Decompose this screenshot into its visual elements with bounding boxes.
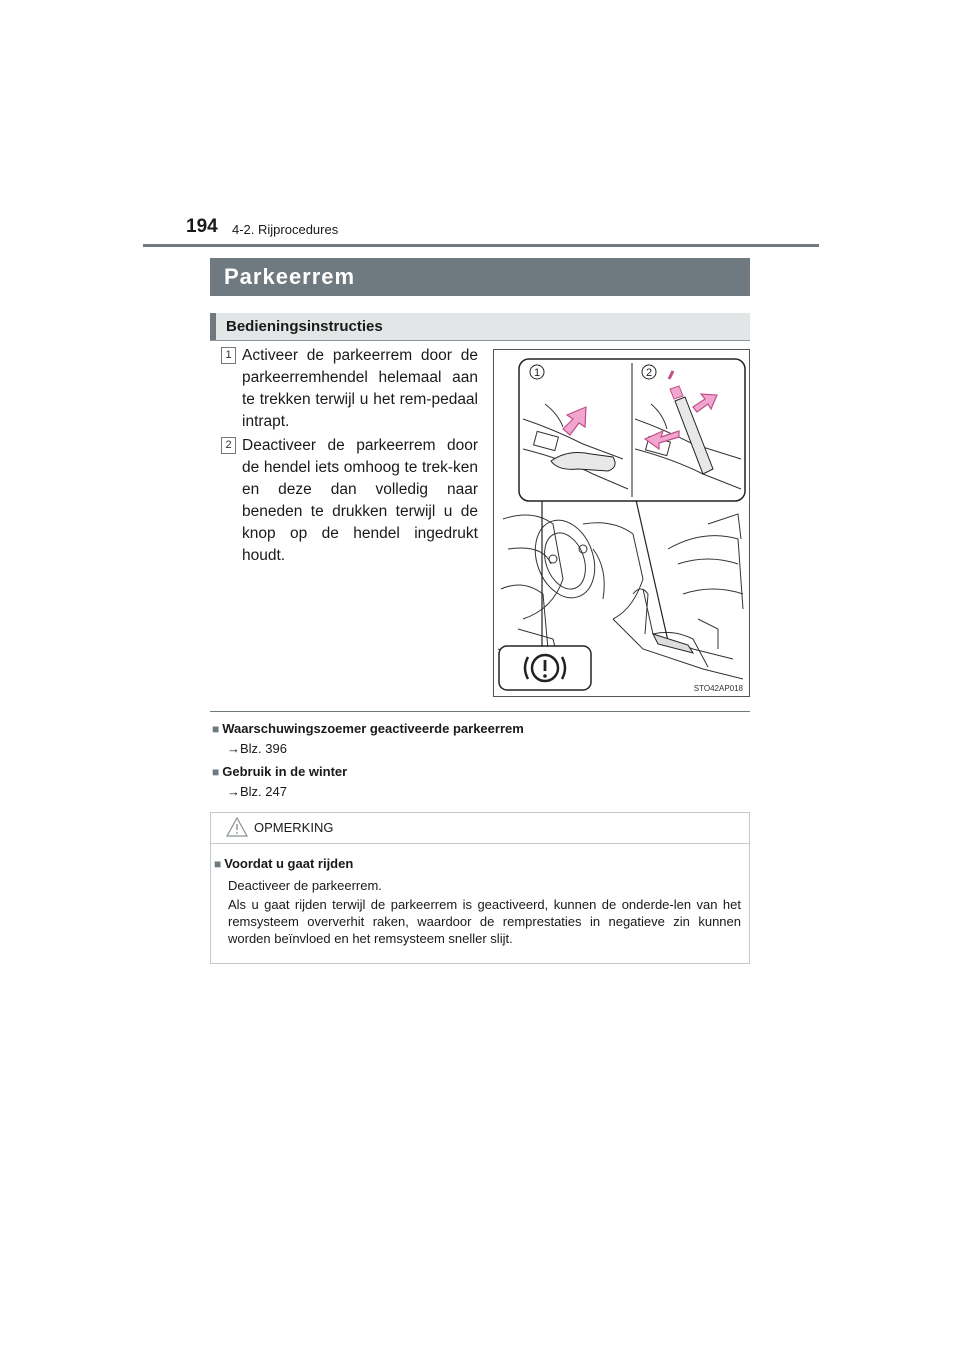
notice-paragraph: Als u gaat rijden terwijl de parkeerrem is geactiveerd, kunnen de onderde-len van het remsysteem oververhit raken, waardoor de remprestaties in negatieve zin kunnen worden beïnvloed en het remsysteem sneller slijt. xyxy=(228,897,741,946)
note-heading-winter xyxy=(212,764,347,779)
notice-header xyxy=(211,813,749,844)
figure-code: STO42AP018 xyxy=(693,684,743,693)
header-rule xyxy=(143,244,819,247)
notice-line: Deactiveer de parkeerrem. xyxy=(228,878,382,893)
section-subheading: Bedieningsinstructies xyxy=(210,313,750,340)
subheading-rule xyxy=(210,340,750,341)
square-bullet-icon: ■ xyxy=(214,857,222,871)
callout-2: 2 xyxy=(645,367,653,379)
callout-1: 1 xyxy=(533,367,541,379)
section-divider xyxy=(210,711,750,712)
notice-box xyxy=(210,812,750,964)
square-bullet-icon: ■ xyxy=(212,722,220,736)
page-link-396[interactable]: →Blz. 396 xyxy=(227,741,287,756)
notice-title: OPMERKING xyxy=(254,820,334,835)
notice-subheading-text: Voordat u gaat rijden xyxy=(224,856,354,871)
square-bullet-icon: ■ xyxy=(212,765,220,779)
page-link-247[interactable]: →Blz. 247 xyxy=(227,784,287,799)
step-number-icon: 2 xyxy=(221,437,236,454)
note-heading-text: Waarschuwingszoemer geactiveerde parkeerrem xyxy=(222,721,524,736)
step-1-text: Activeer de parkeerrem door de parkeerremhendel helemaal aan te trekken terwijl u het rem-pedaal intrapt. xyxy=(242,347,478,430)
note-heading-text: Gebruik in de winter xyxy=(222,764,348,779)
step-2-text: Deactiveer de parkeerrem door de hendel iets omhoog te trek-ken en deze dan volledig naar beneden te drukken terwijl u de knop op de hendel ingedrukt houdt. xyxy=(242,437,478,564)
step-number-icon: 1 xyxy=(221,347,236,364)
notice-subheading xyxy=(214,856,353,871)
section-reference: 4-2. Rijprocedures xyxy=(232,222,339,237)
page-number: 194 xyxy=(186,216,218,237)
note-heading-buzzer xyxy=(212,721,524,736)
parking-brake-illustration xyxy=(493,349,750,697)
page-title: Parkeerrem xyxy=(210,258,750,296)
warning-icon xyxy=(225,816,249,843)
